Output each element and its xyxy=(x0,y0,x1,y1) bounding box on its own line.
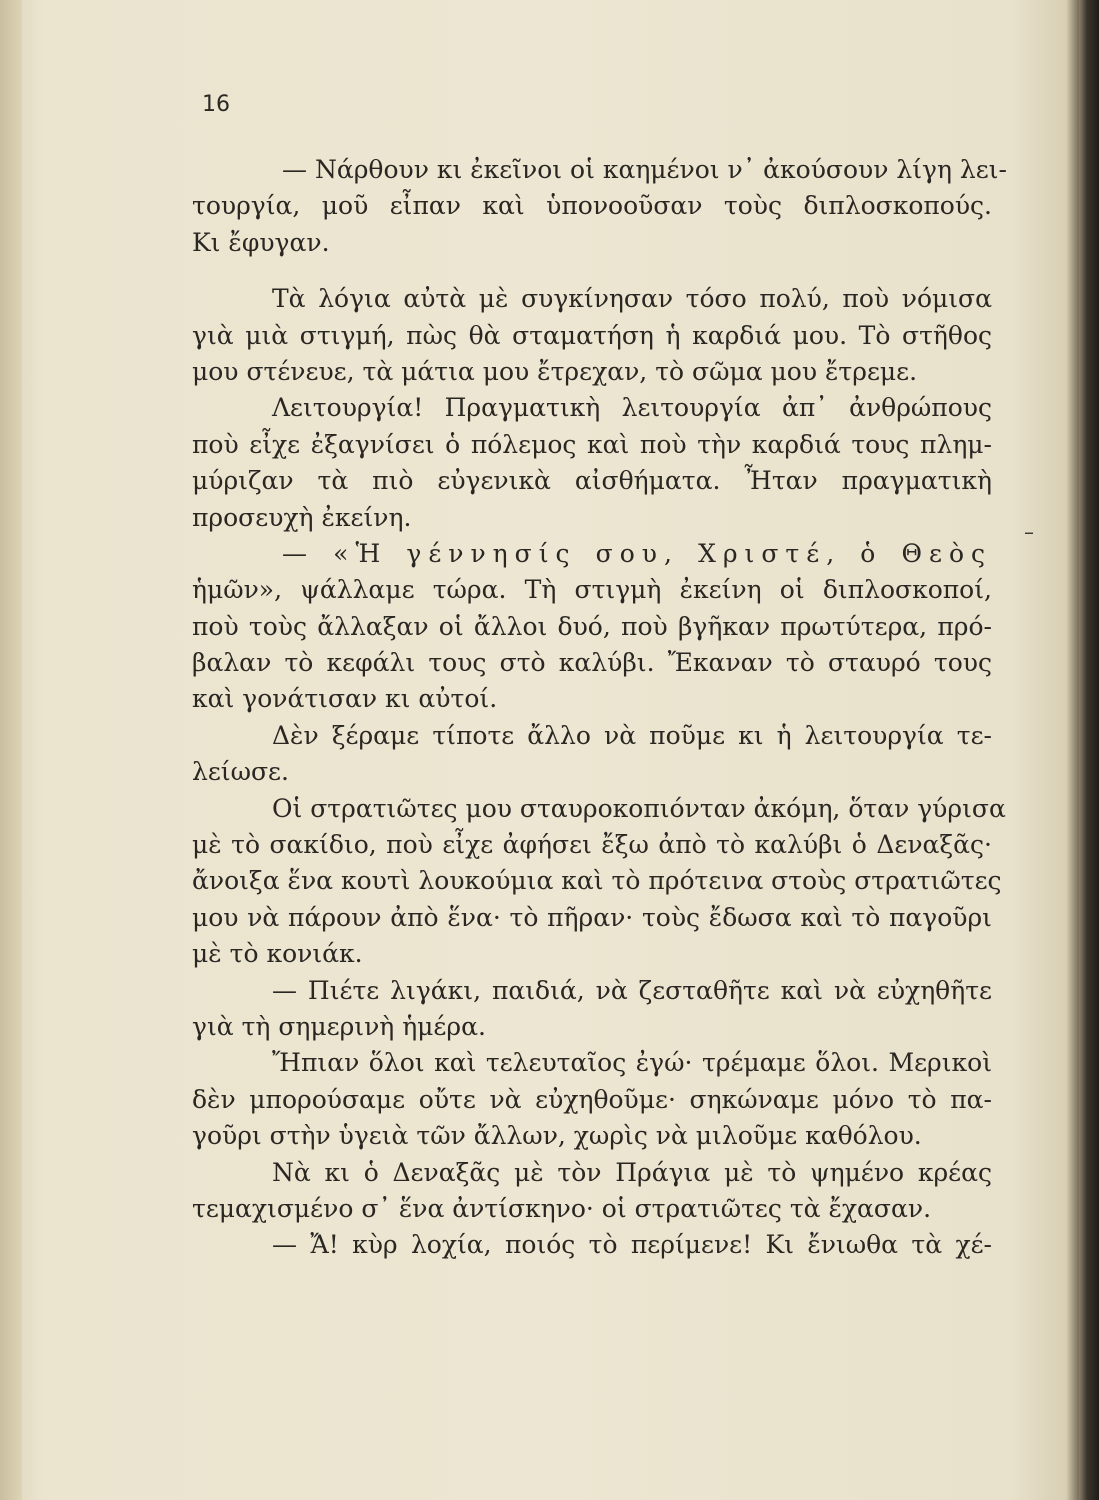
text-line: ποὺ εἶχε ἐξαγνίσει ὁ πόλεμος καὶ ποὺ τὴν καρδιά τους πλημ- xyxy=(192,429,992,459)
text-line: ποὺ τοὺς ἄλλαξαν οἱ ἄλλοι δυό, ποὺ βγῆκαν πρωτύτερα, πρό- xyxy=(192,611,992,641)
margin-dash-mark: – xyxy=(1024,520,1034,544)
body-text xyxy=(192,152,1007,1264)
text-line: ἡμῶν», ψάλλαμε τώρα. Τὴ στιγμὴ ἐκείνη οἱ διπλοσκοποί, xyxy=(192,575,992,605)
text-line: Τὰ λόγια αὐτὰ μὲ συγκίνησαν τόσο πολύ, ποὺ νόμισα xyxy=(272,284,992,314)
paragraph-gap xyxy=(192,261,992,281)
text-line: γιὰ τὴ σημερινὴ ἡμέρα. xyxy=(192,1011,486,1041)
text-line: Κι ἔφυγαν. xyxy=(192,227,330,257)
text-line: καὶ γονάτισαν κι αὐτοί. xyxy=(192,684,498,714)
text-line: λείωσε. xyxy=(192,757,289,787)
text-line: Λειτουργία! Πραγματικὴ λειτουργία ἀπ᾽ ἀνθρώπους xyxy=(272,393,992,423)
text-line: γιὰ μιὰ στιγμή, πὼς θὰ σταματήση ἡ καρδιά μου. Τὸ στῆθος xyxy=(192,320,992,350)
text-line: προσευχὴ ἐκείνη. xyxy=(192,502,412,532)
text-line: βαλαν τὸ κεφάλι τους στὸ καλύβι. Ἔκαναν τὸ σταυρό τους xyxy=(192,648,992,678)
text-line: μύριζαν τὰ πιὸ εὐγενικὰ αἰσθήματα. Ἦταν πραγματικὴ xyxy=(192,466,992,496)
text-line: μὲ τὸ κονιάκ. xyxy=(192,939,363,969)
text-line: — Ἄ! κὺρ λοχία, ποιός τὸ περίμενε! Κι ἔνιωθα τὰ χέ- xyxy=(272,1230,992,1260)
text-line: τουργία, μοῦ εἶπαν καὶ ὑπονοοῦσαν τοὺς διπλοσκοπούς. xyxy=(192,191,992,221)
book-binding-edge xyxy=(1079,0,1099,1500)
text-line: δὲν μπορούσαμε οὔτε νὰ εὐχηθοῦμε· σηκώναμε μόνο τὸ πα- xyxy=(192,1084,992,1114)
text-line: Ἤπιαν ὅλοι καὶ τελευταῖος ἐγώ· τρέμαμε ὅλοι. Μερικοὶ xyxy=(272,1048,992,1078)
text-line: — «Ἡ γέννησίς σου, Χριστέ, ὁ Θεὸς xyxy=(282,538,992,568)
text-line: Νὰ κι ὁ Δεναξᾶς μὲ τὸν Πράγια μὲ τὸ ψημένο κρέας xyxy=(272,1157,992,1187)
page-edge-left xyxy=(0,0,22,1500)
text-line: ἄνοιξα ἕνα κουτὶ λουκούμια καὶ τὸ πρότεινα στοὺς στρατιῶτες xyxy=(192,866,1002,896)
text-line: μὲ τὸ σακίδιο, ποὺ εἶχε ἀφήσει ἔξω ἀπὸ τὸ καλύβι ὁ Δεναξᾶς· xyxy=(192,830,992,860)
text-line: μου νὰ πάρουν ἀπὸ ἕνα· τὸ πῆραν· τοὺς ἔδωσα καὶ τὸ παγοῦρι xyxy=(192,902,992,932)
text-line: — Πιέτε λιγάκι, παιδιά, νὰ ζεσταθῆτε καὶ νὰ εὐχηθῆτε xyxy=(272,975,992,1005)
text-line: μου στένευε, τὰ μάτια μου ἔτρεχαν, τὸ σῶμα μου ἔτρεμε. xyxy=(192,356,918,386)
text-line: γοῦρι στὴν ὑγειὰ τῶν ἄλλων, χωρὶς νὰ μιλοῦμε καθόλου. xyxy=(192,1121,922,1151)
text-line: τεμαχισμένο σ᾽ ἕνα ἀντίσκηνο· οἱ στρατιῶτες τὰ ἔχασαν. xyxy=(192,1193,932,1223)
text-line: Οἱ στρατιῶτες μου σταυροκοπιόνταν ἀκόμη, ὅταν γύρισα xyxy=(272,793,1006,823)
text-line: — Νάρθουν κι ἐκεῖνοι οἱ καημένοι ν᾽ ἀκούσουν λίγη λει- xyxy=(282,155,1007,184)
page-number: 16 xyxy=(202,92,230,117)
text-line: Δὲν ξέραμε τίποτε ἄλλο νὰ ποῦμε κι ἡ λειτουργία τε- xyxy=(272,720,992,750)
